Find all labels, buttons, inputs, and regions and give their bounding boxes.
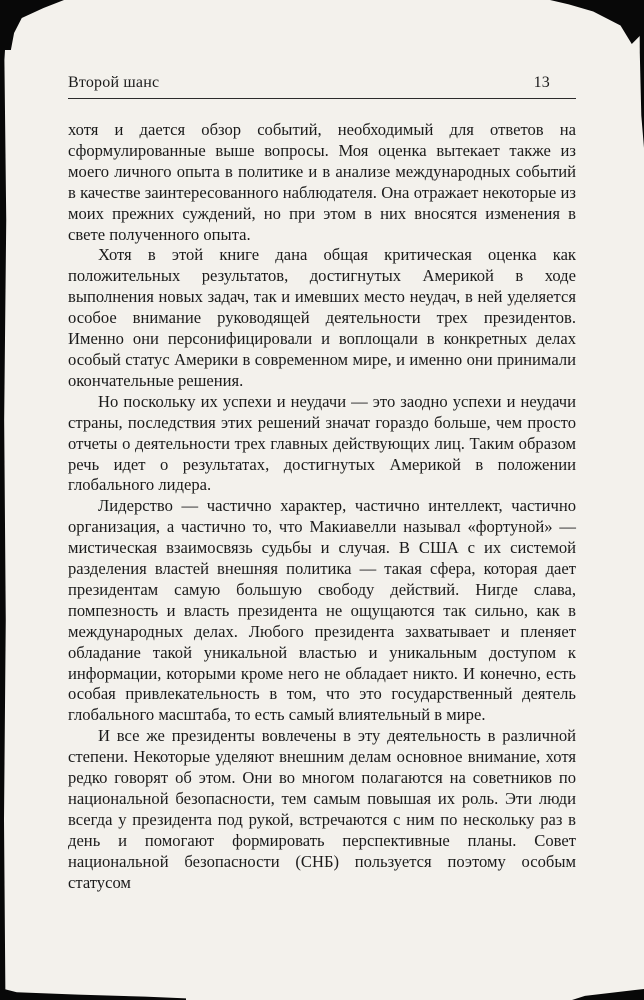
header-rule: [68, 98, 576, 99]
page-number: 13: [533, 74, 550, 91]
paragraph-5: И все же президенты вовлечены в эту деятельность в различной степени. Некоторые уделяют внешним делам основное внимание, хотя редко говорят об этом. Они во многом полагаются на советников по национальной безопасности, тем самым повышая их роль. Эти люди всегда у президента под рукой, встречаются с ним по нескольку раз в день и помогают формировать перспективные планы. Совет национальной безопасности (СНБ) пользуется поэтому особым статусом: [68, 726, 576, 892]
paragraph-3: Но поскольку их успехи и неудачи — это заодно успехи и неудачи страны, последствия этих решений значат гораздо больше, чем просто отчеты о деятельности трех главных действующих лиц. Таким образом речь идет о результатах, достигнутых Америкой в положении глобального лидера.: [68, 391, 576, 495]
scan-artifact-bottom-right: [572, 989, 644, 1000]
paragraph-4: Лидерство — частично характер, частично интеллект, частично организация, а частично то, что Макиавелли называл «фортуной» — мистическая взаимосвязь судьбы и случая. В США с их системой разделения властей внешняя политика — такая сфера, которая дает президентам самую большую свободу действий. Нигде слава, помпезность и власть президента не ощущаются так сильно, как в международных делах. Любого президента захватывает и пленяет обладание такой уникальной властью и уникальным доступом к информации, которыми кроме него не обладает никто. И конечно, есть особая привлекательность в том, что это государственный деятель глобального масштаба, то есть самый влиятельный в мире.: [68, 496, 576, 725]
scan-artifact-top-left: [0, 0, 64, 50]
scan-artifact-top-right: [550, 0, 644, 44]
running-title: Второй шанс: [68, 74, 160, 91]
scan-artifact-right-edge: [638, 0, 644, 148]
paragraph-2: Хотя в этой книге дана общая критическая оценка как положительных результатов, достигнутых Америкой в ходе выполнения новых задач, так и имевших место неудач, в ней уделяется особое внимание руководящей деятельности трех президентов. Именно они персонифицировали и воплощали в конкретных делах особый статус Америки в современном мире, и именно они принимали окончательные решения.: [68, 245, 576, 390]
page-body: [68, 120, 576, 894]
page-header: [68, 74, 576, 92]
scan-artifact-bottom-left: [0, 988, 186, 1000]
paragraph-1: хотя и дается обзор событий, необходимый для ответов на сформулированные выше вопросы. Моя оценка вытекает также из моего личного опыта в политике и в анализе международных событий в качестве заинтересованного наблюдателя. Она отражает некоторые из моих прежних суждений, но при этом в них вносятся изменения в свете полученного опыта.: [68, 120, 576, 244]
scan-artifact-left-edge: [0, 0, 8, 1000]
